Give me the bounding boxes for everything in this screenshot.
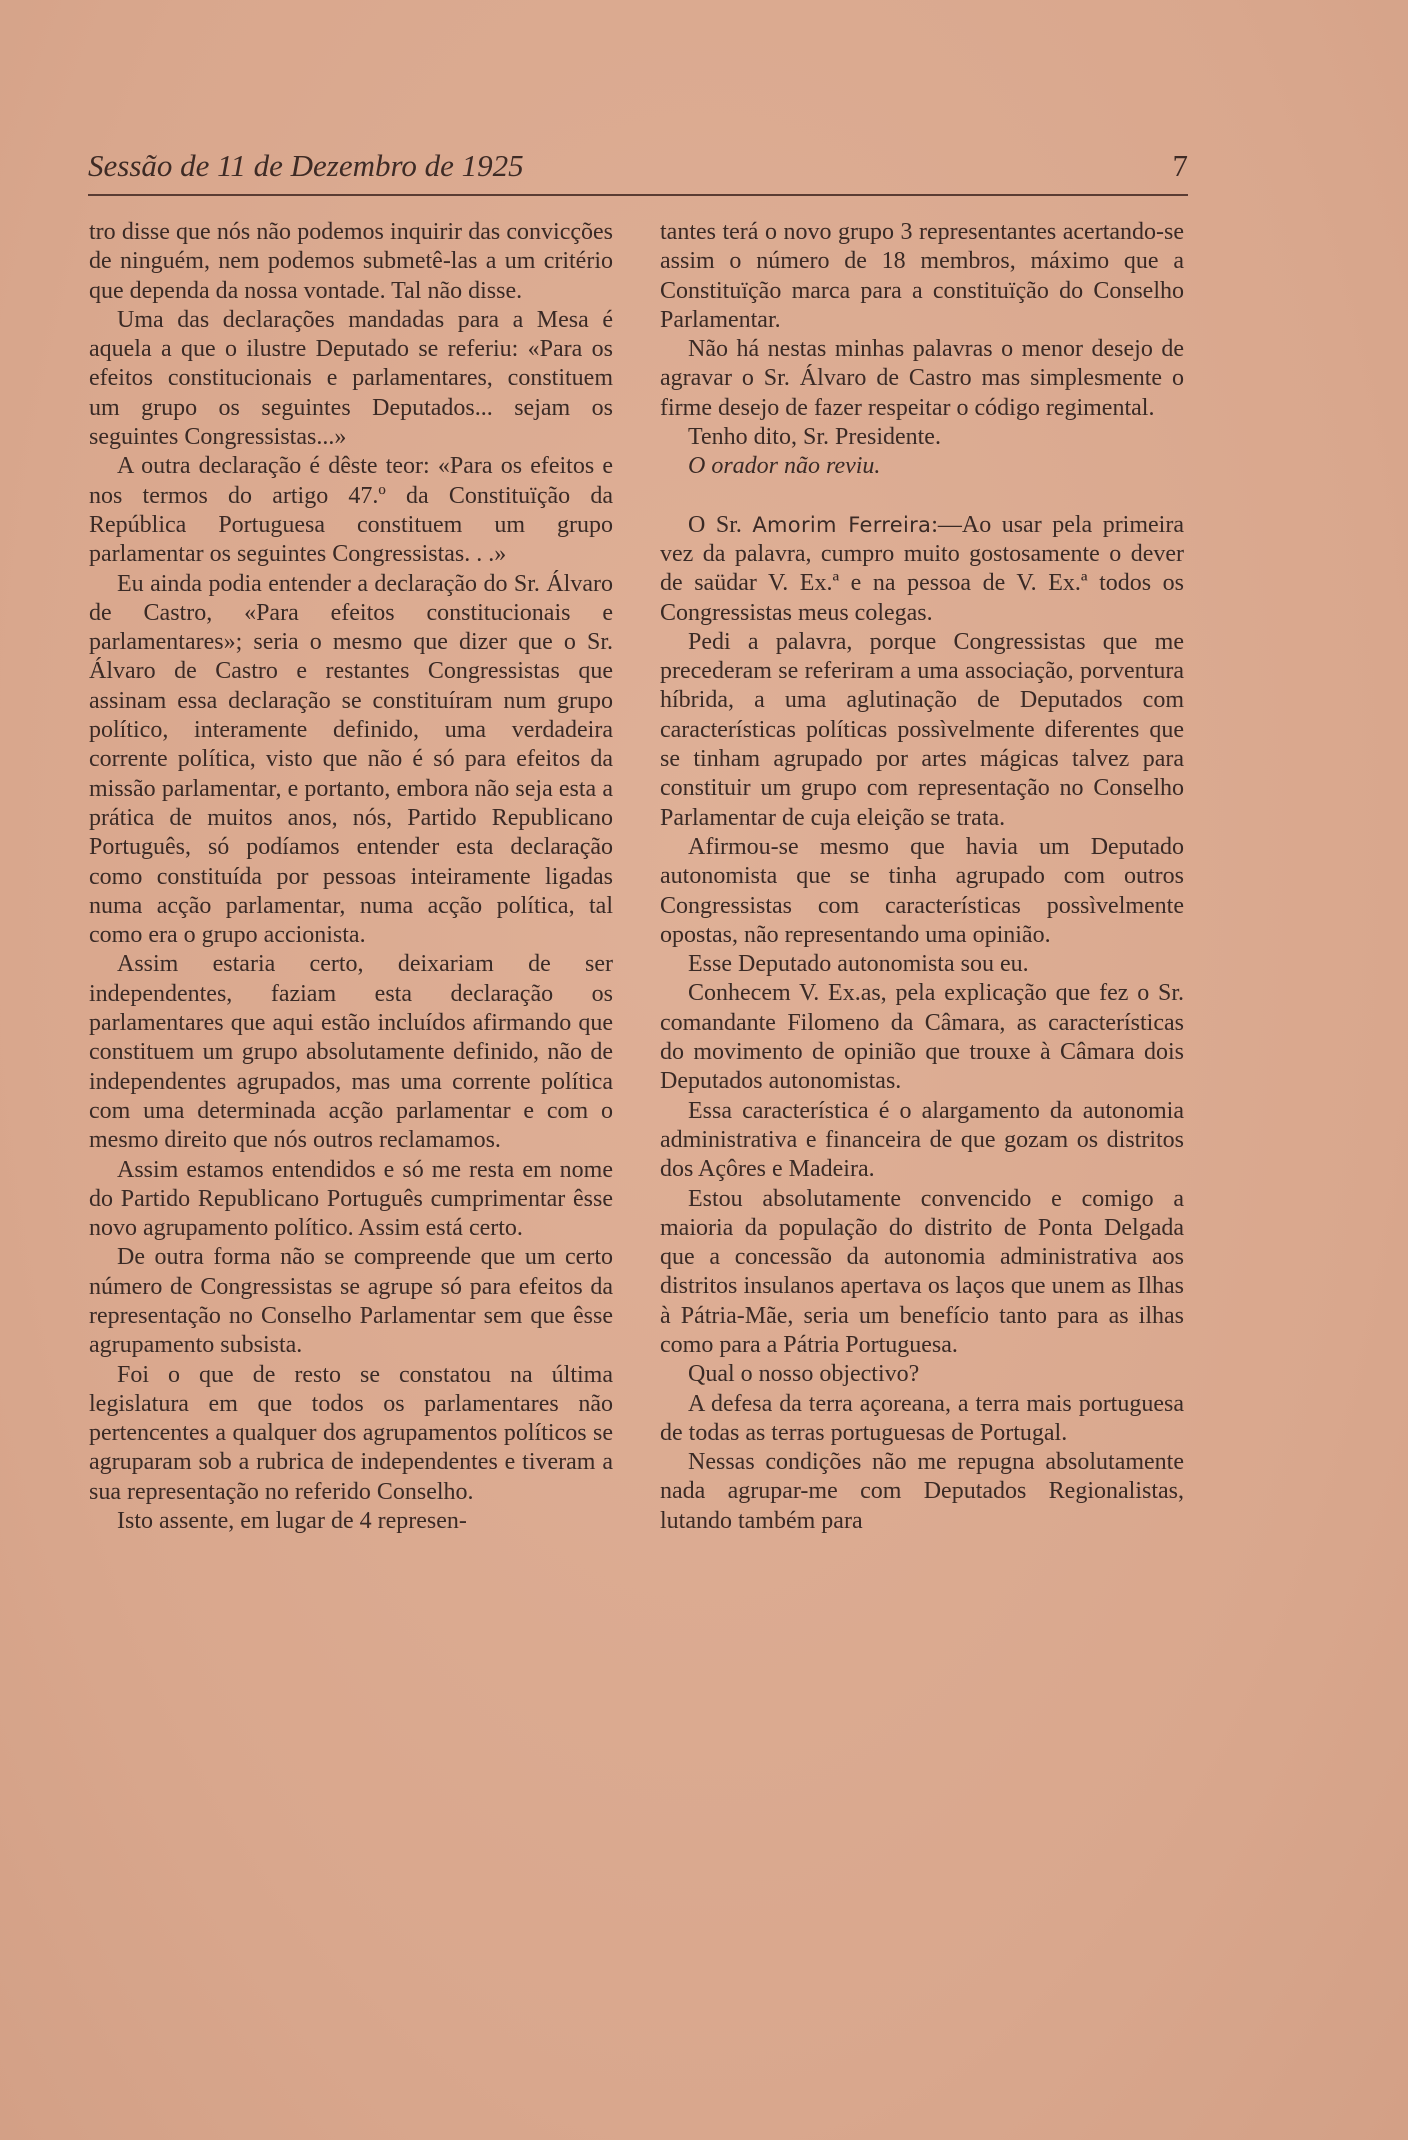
session-title: Sessão de 11 de Dezembro de 1925 xyxy=(88,148,524,183)
paragraph: Uma das declarações mandadas para a Mesa é aquela a que o ilustre Deputado se referiu: «Para os efeitos constitucionais e parlamentares, constituem um grupo os seguintes Deputados... sejam os seguintes Congressistas...» xyxy=(89,306,613,451)
speaker-paragraph xyxy=(660,511,1184,628)
paragraph: A outra declaração é dêste teor: «Para os efeitos e nos termos do artigo 47.º da Constituïção da República Portuguesa constituem um grupo parlamentar os seguintes Congressistas. . .» xyxy=(89,453,613,568)
paragraph: Conhecem V. Ex.as, pela explicação que fez o Sr. comandante Filomeno da Câmara, as características do movimento de opinião que trouxe à Câmara dois Deputados autonomistas. xyxy=(660,980,1184,1095)
paragraph: Qual o nosso objectivo? xyxy=(688,1361,920,1388)
paragraph: Eu ainda podia entender a declaração do Sr. Álvaro de Castro, «Para efeitos constitucionais e parlamentares»; seria o mesmo que dizer que o Sr. Álvaro de Castro e restantes Congressistas que assinam essa declaração se constituíram num grupo político, interamente definido, uma verdadeira corrente política, visto que não é só para efeitos da missão parlamentar, e portanto, embora não seja esta a prática de muitos anos, nós, Partido Republicano Português, só podíamos entender esta declaração como constituída por pessoas inteiramente ligadas numa acção parlamentar, numa acção política, tal como era o grupo accionista. xyxy=(89,570,613,949)
paragraph: Não há nestas minhas palavras o menor desejo de agravar o Sr. Álvaro de Castro mas simplesmente o firme desejo de fazer respeitar o código regimental. xyxy=(660,336,1184,421)
paragraph: Pedi a palavra, porque Congressistas que me precederam se referiram a uma associação, porventura híbrida, a uma aglutinação de Deputados com características políticas possìvelmente diferentes que se tinham agrupado por artes mágicas talvez para constituir um grupo com representação no Conselho Parlamentar de cuja eleição se trata. xyxy=(660,628,1184,831)
page-header xyxy=(88,148,1188,196)
paragraph: A defesa da terra açoreana, a terra mais portuguesa de todas as terras portuguesas de Portugal. xyxy=(660,1390,1184,1446)
right-column xyxy=(660,218,1184,1536)
paragraph: tro disse que nós não podemos inquirir das convicções de ninguém, nem podemos submetê-las a um critério que dependa da nossa vontade. Tal não disse. xyxy=(89,219,613,304)
page-number: 7 xyxy=(1172,148,1188,183)
paragraph: Nessas condições não me repugna absolutamente nada agrupar-me com Deputados Regionalistas, lutando também para xyxy=(660,1449,1184,1534)
paragraph: Tenho dito, Sr. Presidente. xyxy=(688,424,941,451)
reviewer-note: O orador não reviu. xyxy=(688,453,881,480)
paragraph: Assim estamos entendidos e só me resta em nome do Partido Republicano Português cumprimentar êsse novo agrupamento político. Assim está certo. xyxy=(89,1156,613,1242)
left-column xyxy=(89,218,613,1536)
speaker-name: Amorim Ferreira xyxy=(752,512,932,537)
paragraph: Estou absolutamente convencido e comigo a maioria da população do distrito de Ponta Delgada que a concessão da autonomia administrativa aos distritos insulanos apertava os laços que unem as Ilhas à Pátria-Mãe, seria um benefício tanto para as ilhas como para a Pátria Portuguesa. xyxy=(660,1185,1184,1358)
paragraph: tantes terá o novo grupo 3 representantes acertando-se assim o número de 18 membros, máximo que a Constituïção marca para a constituïção do Conselho Parlamentar. xyxy=(660,219,1184,333)
paragraph: Afirmou-se mesmo que havia um Deputado autonomista que se tinha agrupado com outros Congressistas com características possìvelmente opostas, não representando uma opinião. xyxy=(660,833,1184,948)
paragraph: Isto assente, em lugar de 4 represen- xyxy=(117,1508,467,1535)
speaker-prefix: O Sr. xyxy=(688,511,742,538)
paragraph: Assim estaria certo, deixariam de ser independentes, faziam esta declaração os parlamentares que aqui estão incluídos afirmando que constituem um grupo absolutamente definido, não de independentes agrupados, mas uma corrente política com uma determinada acção parlamentar e com o mesmo direito que nós outros reclamamos. xyxy=(89,951,613,1154)
paragraph: Foi o que de resto se constatou na última legislatura em que todos os parlamentares não pertencentes a qualquer dos agrupamentos políticos se agruparam sob a rubrica de independentes e tiveram a sua representação no referido Conselho. xyxy=(89,1361,613,1505)
speaker-speech: :—Ao usar pela primeira vez da palavra, cumpro muito gostosamente o dever de saüdar V. Ex.ª e na pessoa de V. Ex.ª todos os Congressistas meus colegas. xyxy=(660,511,1184,626)
paragraph: Essa característica é o alargamento da autonomia administrativa e financeira de que gozam os distritos dos Açôres e Madeira. xyxy=(660,1097,1184,1183)
paragraph: Esse Deputado autonomista sou eu. xyxy=(688,951,1029,978)
paragraph: De outra forma não se compreende que um certo número de Congressistas se agrupe só para efeitos da representação no Conselho Parlamentar sem que êsse agrupamento subsista. xyxy=(89,1244,613,1359)
